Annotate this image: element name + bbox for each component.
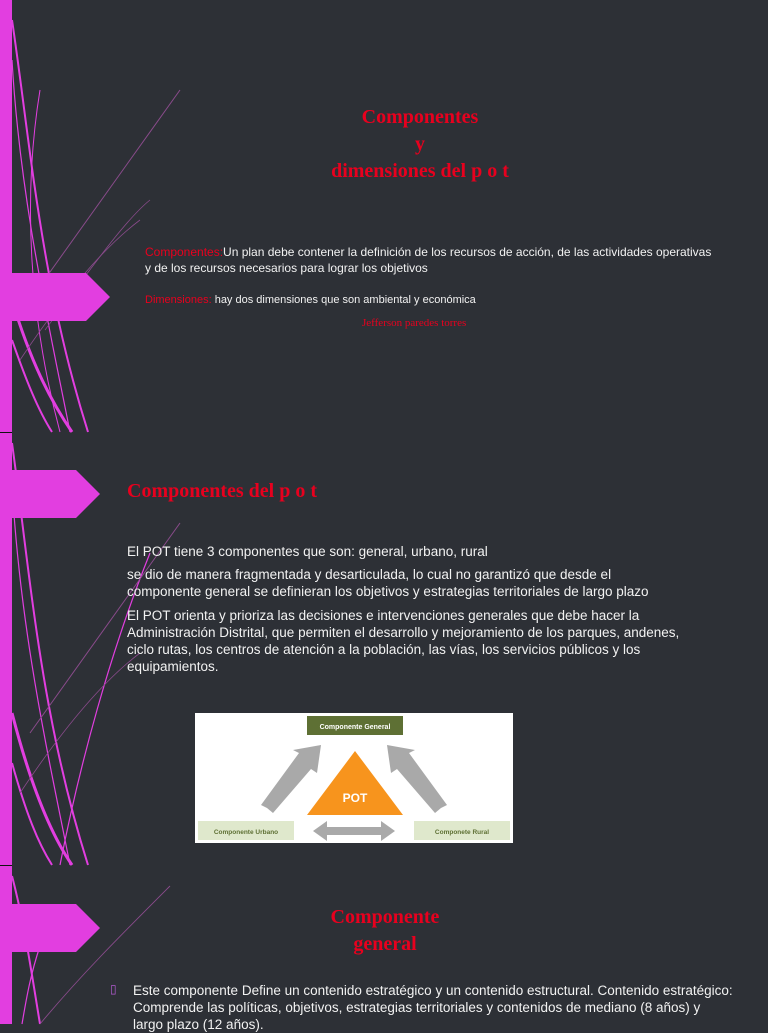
slide-3-bullet-text: Este componente Define un contenido estratégico y un contenido estructural. Contenido estratégico: Comprende las políticas, objetivos, estrategias territoriales y contenidos de mediano (8 años) y largo plazo (12 años). <box>133 983 733 1032</box>
title-line: Componente <box>330 906 440 928</box>
general-component-label: Componente General <box>319 724 391 731</box>
double-arrow-icon-left <box>261 745 321 813</box>
slide-2 <box>0 433 768 865</box>
pot-triangle <box>307 751 403 815</box>
title-line: Componentes <box>361 106 479 128</box>
dimensions-label: Dimensiones: <box>145 294 212 306</box>
section-tab-marker <box>0 470 110 518</box>
double-arrow-icon-bottom <box>313 821 395 841</box>
slide-1 <box>0 0 768 432</box>
pot-components-diagram <box>195 713 513 843</box>
bullet-icon: ▯ <box>110 982 117 996</box>
title-line: general <box>353 933 417 955</box>
dimensions-text: hay dos dimensiones que son ambiental y económica <box>211 294 476 306</box>
components-paragraph <box>145 244 720 276</box>
slide-3-title <box>290 904 480 958</box>
rural-component-label: Componete Rural <box>434 829 490 836</box>
section-tab-marker <box>0 904 110 952</box>
double-arrow-icon-right <box>387 745 447 813</box>
title-line: dimensiones del p o t <box>331 160 509 182</box>
body-paragraph: El POT orienta y prioriza las decisiones e intervenciones generales que debe hacer la Administración Distrital, que permiten el desarrollo y mejoramiento de los parques, andenes, ciclo rutas, los centros de atención a la población, las vías, los servicios públicos y los equipamientos. <box>127 607 680 675</box>
urban-component-label: Componente Urbano <box>213 829 279 836</box>
section-tab-marker <box>0 273 110 321</box>
body-paragraph: se dio de manera fragmentada y desarticulada, lo cual no garantizó que desde el componente general se definieran los objetivos y estrategias territoriales de largo plazo <box>127 567 649 600</box>
components-label: Componentes: <box>145 245 224 259</box>
slide-1-title <box>270 104 570 185</box>
body-paragraph: El POT tiene 3 componentes que son: general, urbano, rural <box>127 544 488 559</box>
slide-3 <box>0 866 768 1032</box>
side-accent-bar <box>0 0 12 432</box>
components-text: Un plan debe contener la definición de los recursos de acción, de las actividades operativas y de los recursos necesarios para lograr los objetivos <box>145 245 712 275</box>
slide-2-title: Componentes del p o t <box>127 480 318 502</box>
slide-1-body <box>145 244 720 324</box>
pot-label: POT <box>342 791 368 805</box>
author-name: Jefferson paredes torres <box>362 317 467 329</box>
slide-2-body <box>127 543 687 681</box>
title-line: y <box>415 133 425 155</box>
decorative-swooshes <box>0 0 190 432</box>
dimensions-paragraph <box>145 292 720 308</box>
